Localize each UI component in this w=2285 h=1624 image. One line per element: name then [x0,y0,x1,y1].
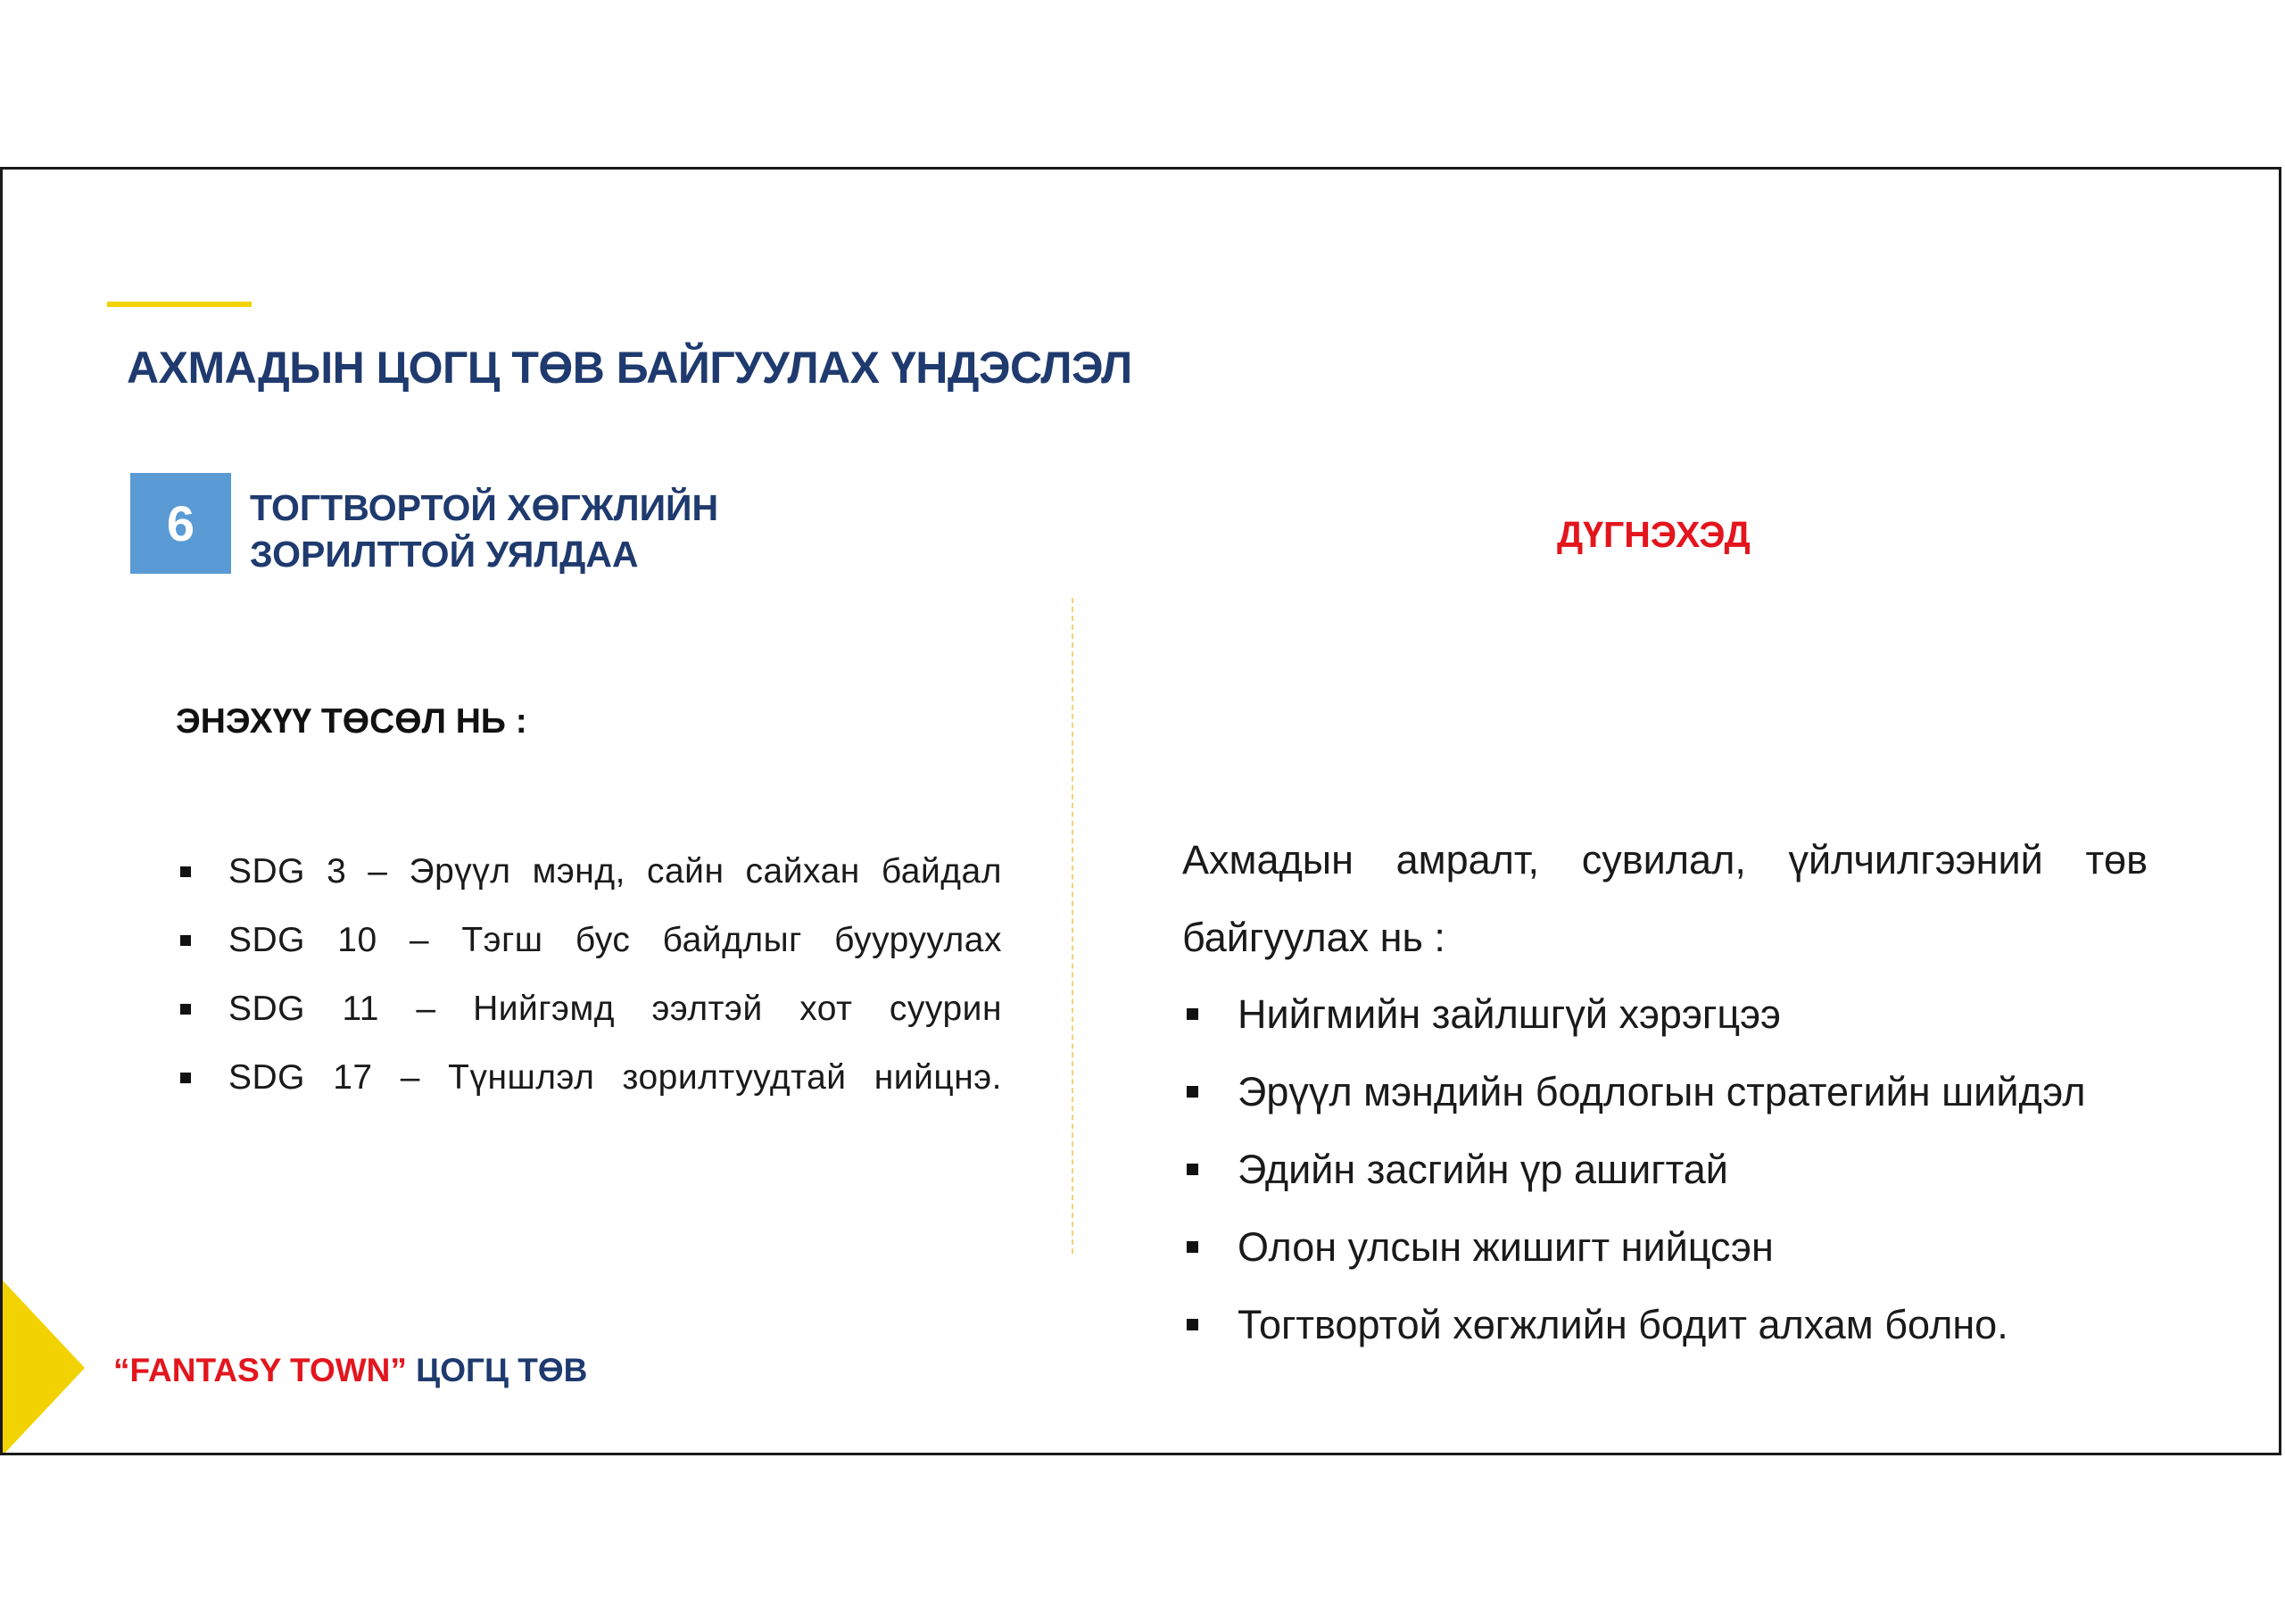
section-title-line-2: ЗОРИЛТТОЙ УЯЛДАА [250,534,639,575]
list-item-text: SDG 11 – Нийгэмд ээлтэй хот суурин [228,990,1002,1028]
list-item-text: SDG 3 – Эрүүл мэнд, сайн сайхан байдал [228,852,1002,891]
list-item [1182,1053,2208,1131]
footer-brand [113,1352,587,1389]
bullet-icon [1187,1319,1198,1330]
footer-brand-suffix: ЦОГЦ ТӨВ [406,1352,588,1388]
bullet-icon [1187,1086,1198,1098]
section-title [250,485,718,577]
bullet-icon [1187,1241,1198,1253]
conclusion-heading: ДҮГНЭХЭД [1557,514,1751,555]
list-item-text: Нийгмийн зайлшгүй хэрэгцээ [1238,991,1782,1037]
list-item [1182,1208,2208,1286]
list-item [176,906,1002,974]
corner-triangle-icon [3,1280,85,1455]
list-item [1182,975,2208,1053]
list-item [1182,1131,2208,1208]
list-item-text: Олон улсын жишигт нийцсэн [1238,1224,1774,1270]
bullet-icon [180,866,191,877]
conclusion-list [1182,975,2208,1363]
project-heading: ЭНЭХҮҮ ТӨСӨЛ НЬ : [176,702,527,741]
slide [0,167,2281,1455]
list-item-text: SDG 17 – Түншлэл зорилтуудтай нийцнэ. [228,1058,1002,1097]
accent-line [107,302,252,307]
conclusion-intro: Ахмадын амралт, сувилал, үйлчилгээний төв байгуулах нь : [1182,837,2148,960]
section-title-line-1: ТОГТВОРТОЙ ХӨГЖЛИЙН [250,487,719,528]
footer-brand-name: “FANTASY TOWN” [113,1352,407,1388]
bullet-icon [180,1004,191,1015]
sdg-list [176,837,1002,1112]
section-number-badge [130,473,231,574]
bullet-icon [1187,1164,1198,1175]
bullet-icon [180,935,191,946]
list-item-text: Тогтвортой хөгжлийн бодит алхам болно. [1238,1302,2008,1347]
list-item-text: SDG 10 – Тэгш бус байдлыг бууруулах [228,921,1002,959]
page-title: АХМАДЫН ЦОГЦ ТӨВ БАЙГУУЛАХ ҮНДЭСЛЭЛ [127,343,1132,393]
list-item [176,974,1002,1043]
list-item [176,837,1002,906]
bullet-icon [180,1073,191,1083]
list-item-text: Эдийн засгийн үр ашигтай [1238,1147,1728,1192]
section-number: 6 [166,495,195,551]
bullet-icon [1187,1008,1198,1020]
list-item [1182,1286,2208,1363]
list-item-text: Эрүүл мэндийн бодлогын стратегийн шийдэл [1238,1069,2086,1114]
column-divider [1072,598,1073,1254]
list-item [176,1043,1002,1112]
